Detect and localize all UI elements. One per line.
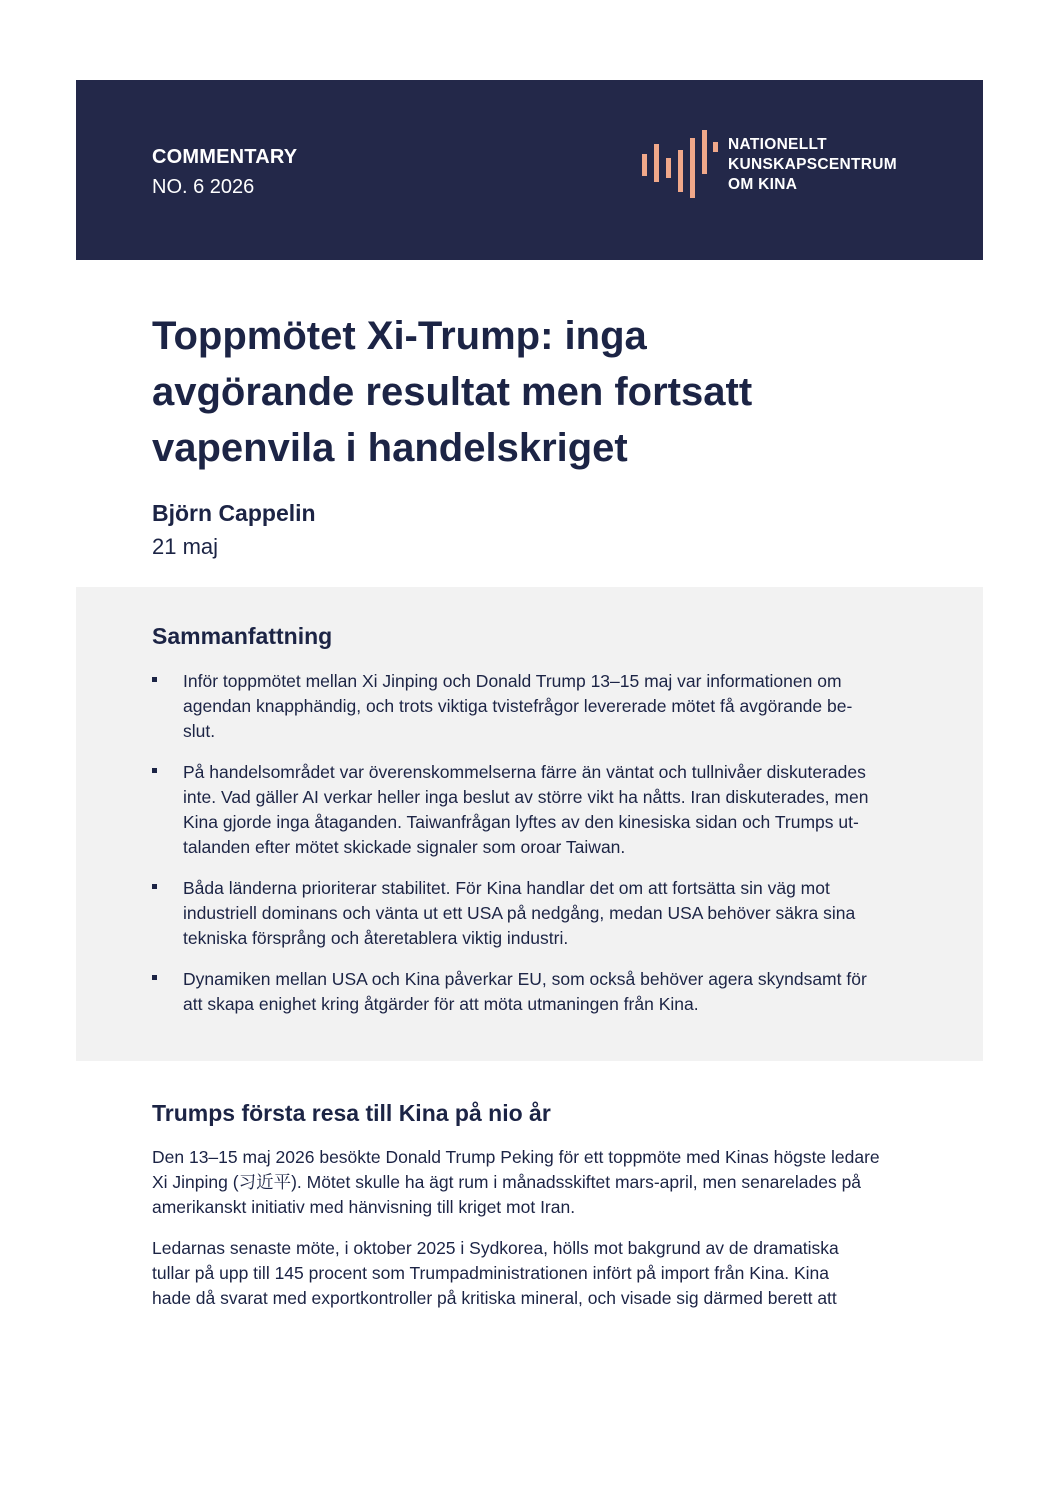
summary-line: industriell dominans och vänta ut ett USA på nedgång, medan USA behöver säkra sina <box>183 903 856 923</box>
summary-line: På handelsområdet var överenskommelserna färre än väntat och tullnivåer diskuterades <box>183 762 866 782</box>
logo-line: KUNSKAPSCENTRUM <box>728 156 897 173</box>
summary-line: Båda länderna prioriterar stabilitet. För Kina handlar det om att fortsätta sin väg mot <box>183 878 830 898</box>
series-number: NO. 6 2026 <box>152 176 255 198</box>
series-label: COMMENTARY <box>152 146 298 168</box>
bullet-icon <box>152 768 157 773</box>
summary-line: talanden efter mötet skickade signaler som oroar Taiwan. <box>183 837 626 857</box>
title-line: Toppmötet Xi-Trump: inga <box>152 314 647 358</box>
bullet-icon <box>152 677 157 682</box>
section-heading: Trumps första resa till Kina på nio år <box>152 1100 551 1126</box>
summary-line: inte. Vad gäller AI verkar heller inga beslut av större vikt ha nåtts. Iran diskuterades, men <box>183 787 869 807</box>
summary-box <box>76 587 983 1061</box>
author-name: Björn Cappelin <box>152 500 316 526</box>
paragraph-line: hade då svarat med exportkontroller på kritiska mineral, och visade sig därmed berett att <box>152 1288 837 1308</box>
title-line: avgörande resultat men fortsatt <box>152 370 753 414</box>
header-band <box>76 80 983 260</box>
summary-item <box>152 669 908 744</box>
bullet-icon <box>152 884 157 889</box>
summary-list <box>152 669 908 1033</box>
paragraph-line: Xi Jinping (习近平). Mötet skulle ha ägt rum i månadsskiftet mars-april, men senarelades på <box>152 1172 862 1192</box>
logo-line: OM KINA <box>728 176 798 193</box>
summary-item <box>152 876 908 951</box>
body-paragraph <box>152 1145 912 1220</box>
body-paragraph <box>152 1236 912 1311</box>
summary-line: Dynamiken mellan USA och Kina påverkar EU, som också behöver agera skyndsamt för <box>183 969 867 989</box>
publish-date: 21 maj <box>152 534 219 559</box>
summary-line: att skapa enighet kring åtgärder för att möta utmaningen från Kina. <box>183 994 699 1014</box>
summary-item <box>152 967 908 1017</box>
logo-line: NATIONELLT <box>728 136 827 153</box>
logo-bars-icon <box>642 130 718 200</box>
summary-item <box>152 760 908 860</box>
summary-heading: Sammanfattning <box>152 623 333 649</box>
bullet-icon <box>152 975 157 980</box>
paragraph-line: Ledarnas senaste möte, i oktober 2025 i Sydkorea, hölls mot bakgrund av de dramatiska <box>152 1238 839 1258</box>
summary-line: Kina gjorde inga åtaganden. Taiwanfrågan lyftes av den kinesiska sidan och Trumps ut- <box>183 812 859 832</box>
summary-line: slut. <box>183 721 216 741</box>
paragraph-line: Den 13–15 maj 2026 besökte Donald Trump Peking för ett toppmöte med Kinas högste ledare <box>152 1147 880 1167</box>
summary-line: Inför toppmötet mellan Xi Jinping och Donald Trump 13–15 maj var informationen om <box>183 671 842 691</box>
summary-line: agendan knapphändig, och trots viktiga tvistefrågor levererade mötet få avgörande be- <box>183 696 853 716</box>
summary-line: tekniska försprång och återetablera viktig industri. <box>183 928 569 948</box>
paragraph-line: tullar på upp till 145 procent som Trumpadministrationen infört på import från Kina. Kina <box>152 1263 830 1283</box>
title-line: vapenvila i handelskriget <box>152 426 628 470</box>
paragraph-line: amerikanskt initiativ med hänvisning till kriget mot Iran. <box>152 1197 576 1217</box>
article-title <box>152 308 912 476</box>
logo-wordmark <box>728 135 897 195</box>
